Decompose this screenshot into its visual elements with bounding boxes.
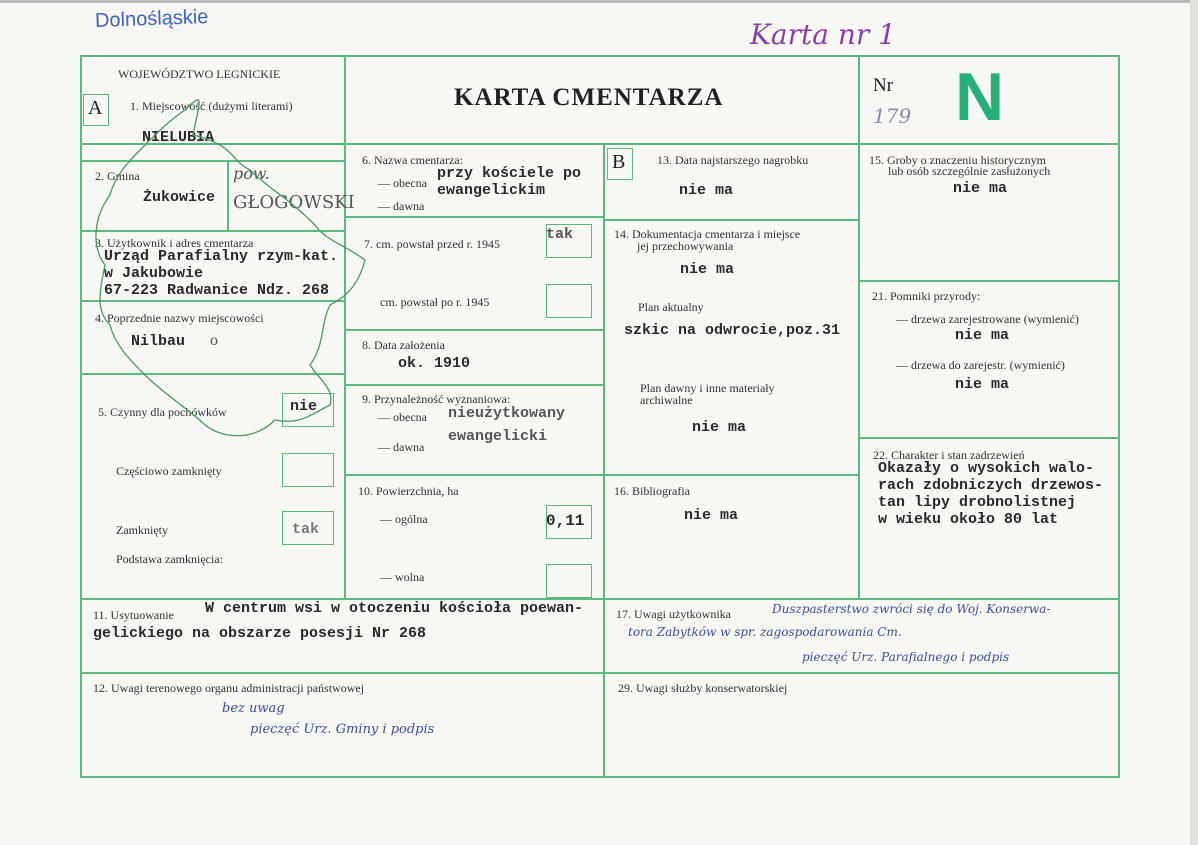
right-rule-1: [858, 280, 1120, 282]
partial-closed-box[interactable]: [282, 453, 334, 487]
f21-to-register-value: nie ma: [955, 376, 1010, 393]
scan-edge-right: [1190, 0, 1198, 845]
card-title: KARTA CMENTARZA: [454, 84, 724, 111]
f22-line2: rach zdobniczych drzewos-: [878, 477, 1104, 494]
f2-hand-county: GŁOGOWSKI: [233, 192, 355, 213]
section-a-letter: A: [88, 97, 103, 119]
f7b-box[interactable]: [546, 284, 592, 318]
voivodeship-label: WOJEWÓDZTWO LEGNICKIE: [118, 67, 281, 81]
f15-label-1: 15. Groby o znaczeniu historycznym: [869, 153, 1046, 167]
f10-total-value: 0,11: [546, 512, 585, 530]
f10-free-box[interactable]: [546, 564, 592, 598]
f8-value: ok. 1910: [398, 355, 471, 372]
f13-value: nie ma: [679, 182, 734, 199]
f22-label: 22. Charakter i stan zadrzewień: [873, 448, 1025, 462]
plan-old-label-1: Plan dawny i inne materiały: [640, 381, 775, 395]
f21-registered-label: — drzewa zarejestrowane (wymienić): [896, 312, 1079, 326]
f16-value: nie ma: [684, 507, 739, 524]
f7a-label: 7. cm. powstał przed r. 1945: [364, 237, 500, 251]
f3-line3: 67-223 Radwanice Ndz. 268: [104, 282, 330, 299]
f14-label-1: 14. Dokumentacja cmentarza i miejsce: [614, 227, 801, 241]
bottom-rule-2: [80, 672, 1120, 674]
nr-value: 179: [873, 104, 912, 128]
plan-old-value: nie ma: [692, 419, 747, 436]
f10-free-label: — wolna: [380, 570, 425, 584]
divider-v-right: [858, 55, 860, 598]
f21-label: 21. Pomniki przyrody:: [872, 289, 981, 303]
mid-rule-3: [344, 384, 604, 386]
frame-right: [1118, 55, 1120, 778]
mid-rule-4: [344, 474, 604, 476]
f17-hand-2: tora Zabytków w spr. zagospodarowania Cm.: [628, 625, 902, 639]
f13-label: 13. Data najstarszego nagrobku: [657, 153, 809, 167]
closure-basis-label: Podstawa zamknięcia:: [116, 552, 223, 566]
f14-label-2: jej przechowywania: [637, 239, 734, 253]
f15-value: nie ma: [953, 180, 1008, 197]
f12-hand-1: bez uwag: [222, 701, 285, 716]
f6-former-label: — dawna: [378, 199, 425, 213]
f6-current-label: — obecna: [378, 176, 427, 190]
f9-label: 9. Przynależność wyznaniowa:: [362, 392, 511, 406]
region-stamp: Dolnośląskie: [94, 6, 209, 32]
f3-line2: w Jakubowie: [104, 265, 204, 282]
closed-value: tak: [292, 521, 320, 538]
f21-registered-value: nie ma: [955, 327, 1010, 344]
f5-label: 5. Czynny dla pochówków: [98, 405, 227, 419]
f11-line2: gelickiego na obszarze posesji Nr 268: [93, 625, 427, 642]
f4-mark: o: [210, 332, 218, 349]
f2-value: Żukowice: [143, 189, 216, 206]
f29-label: 29. Uwagi służby konserwatorskiej: [618, 681, 788, 695]
nr-label: Nr: [873, 75, 894, 96]
frame-bottom: [80, 776, 1120, 778]
f10-label: 10. Powierzchnia, ha: [358, 484, 459, 498]
f2-hand-pow: pow.: [233, 164, 270, 183]
f8-label: 8. Data założenia: [362, 338, 445, 352]
right-rule-2: [858, 437, 1120, 439]
f6-value2: ewangelickim: [437, 182, 546, 199]
b-rule-2: [603, 474, 859, 476]
f4-value: Nilbau: [131, 333, 186, 350]
f6-label: 6. Nazwa cmentarza:: [362, 153, 463, 167]
plan-current-label: Plan aktualny: [638, 300, 704, 314]
f22-line3: tan lipy drobnolistnej: [878, 494, 1077, 511]
mid-rule-2: [344, 329, 604, 331]
f1-value: NIELUBIA: [142, 129, 215, 146]
f16-label: 16. Bibliografia: [614, 484, 690, 498]
f4-label: 4. Poprzednie nazwy miejscowości: [95, 311, 264, 325]
f5-value: nie: [290, 398, 318, 415]
f21-to-register-label: — drzewa do zarejestr. (wymienić): [896, 358, 1065, 372]
f17-label: 17. Uwagi użytkownika: [616, 607, 731, 621]
f9-current-label: — obecna: [378, 410, 427, 424]
divider-v-middle: [603, 143, 605, 778]
f12-label: 12. Uwagi terenowego organu administracji państwowej: [93, 681, 365, 695]
f3-line1: Urząd Parafialny rzym-kat.: [104, 248, 339, 265]
f17-hand-1: Duszpasterstwo zwróci się do Woj. Konserwa-: [772, 602, 1051, 616]
f14-value: nie ma: [680, 261, 735, 278]
f17-hand-3: pieczęć Urz. Parafialnego i podpis: [802, 650, 1010, 664]
mid-rule-1: [344, 216, 604, 218]
frame-left: [80, 55, 82, 778]
f3-label: 3. Użytkownik i adres cmentarza: [95, 236, 254, 250]
f7a-value: tak: [546, 226, 574, 243]
f22-line4: w wieku około 80 lat: [878, 511, 1059, 528]
f6-value1: przy kościele po: [437, 165, 582, 182]
plan-current-value: szkic na odwrocie,poz.31: [624, 322, 841, 339]
f11-label: 11. Usytuowanie: [93, 608, 174, 622]
plan-old-label-2: archiwalne: [640, 393, 693, 407]
f15-label-2: lub osób szczególnie zasłużonych: [888, 164, 1051, 178]
b-rule-1: [603, 219, 859, 221]
f10-total-label: — ogólna: [380, 512, 428, 526]
f9-value2: ewangelicki: [448, 428, 548, 445]
f11-line1: W centrum wsi w otoczeniu kościoła poewan-: [205, 600, 584, 617]
nr-mark: N: [955, 59, 1005, 135]
section-b-letter: B: [612, 151, 626, 173]
card-number-note: Karta nr 1: [750, 18, 896, 51]
closed-label: Zamknięty: [116, 523, 168, 537]
f9-value1: nieużytkowany: [448, 405, 566, 422]
scan-edge-top: [0, 0, 1198, 3]
partial-closed-label: Częściowo zamknięty: [116, 464, 222, 478]
county-outline-drawing: [85, 75, 375, 455]
f9-former-label: — dawna: [378, 440, 425, 454]
f12-hand-2: pieczęć Urz. Gminy i podpis: [250, 722, 435, 737]
f7b-label: cm. powstał po r. 1945: [380, 295, 490, 309]
f1-label: 1. Miejscowość (dużymi literami): [130, 99, 293, 113]
f22-line1: Okazały o wysokich walo-: [878, 460, 1095, 477]
frame-top: [80, 55, 1120, 57]
f2-label: 2. Gmina: [95, 169, 140, 183]
